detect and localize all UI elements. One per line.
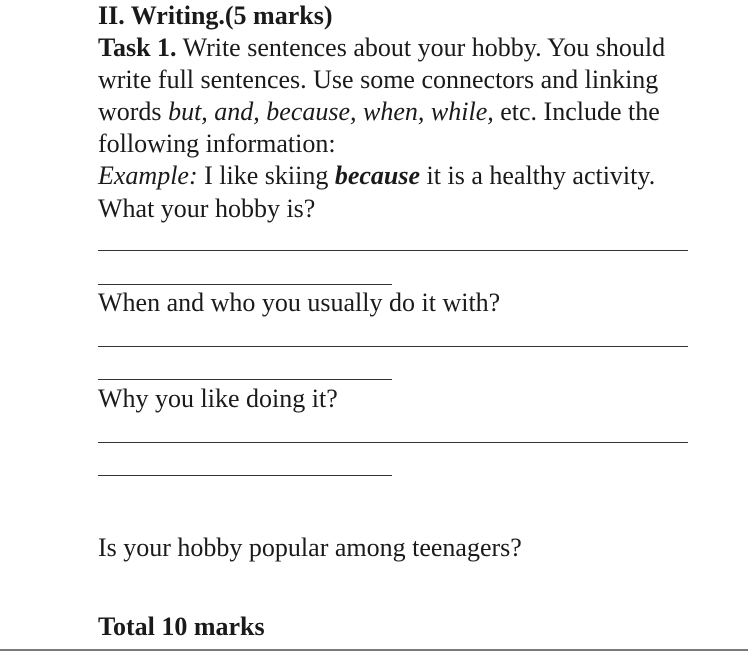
question-4-text: Is your hobby popular among teenagers? — [98, 533, 522, 562]
page-bottom-edge — [0, 649, 748, 651]
answer-line-2b[interactable] — [98, 379, 392, 380]
answer-line-2a[interactable] — [98, 346, 688, 347]
question-2-text: When and who you usually do it with? — [98, 288, 501, 317]
task-text-2: write full sentences. Use some connectors and linking — [98, 65, 659, 94]
task-text-4: following information: — [98, 129, 336, 158]
connector-words: but, and, because, when, while, — [168, 97, 494, 126]
question-1-text: What your hobby is? — [98, 194, 316, 223]
total-marks-text: Total 10 marks — [98, 612, 265, 641]
section-heading — [98, 0, 333, 32]
answer-line-1a[interactable] — [98, 250, 688, 251]
task-line-4 — [98, 128, 336, 160]
answer-line-3b[interactable] — [98, 475, 392, 476]
task-label: Task 1. — [98, 33, 177, 62]
answer-line-3a[interactable] — [98, 442, 688, 443]
task-text-3-start: words — [98, 97, 169, 126]
task-line-1 — [98, 32, 665, 64]
section-heading-text: II. Writing.(5 marks) — [98, 1, 333, 30]
task-text-3-end: etc. Include the — [493, 97, 660, 126]
example-text-before: I like skiing — [197, 161, 335, 190]
question-3-text: Why you like doing it? — [98, 384, 338, 413]
question-4 — [98, 532, 522, 564]
example-line — [98, 160, 655, 192]
task-text-1: Write sentences about your hobby. You should — [176, 33, 666, 62]
total-marks — [98, 611, 265, 643]
question-3 — [98, 383, 338, 415]
example-keyword: because — [334, 161, 421, 190]
task-line-2 — [98, 64, 658, 96]
example-label: Example: — [98, 161, 198, 190]
question-1 — [98, 193, 315, 225]
example-text-after: it is a healthy activity. — [420, 161, 656, 190]
question-2 — [98, 287, 500, 319]
answer-line-1b[interactable] — [98, 284, 392, 285]
task-line-3 — [98, 96, 660, 128]
